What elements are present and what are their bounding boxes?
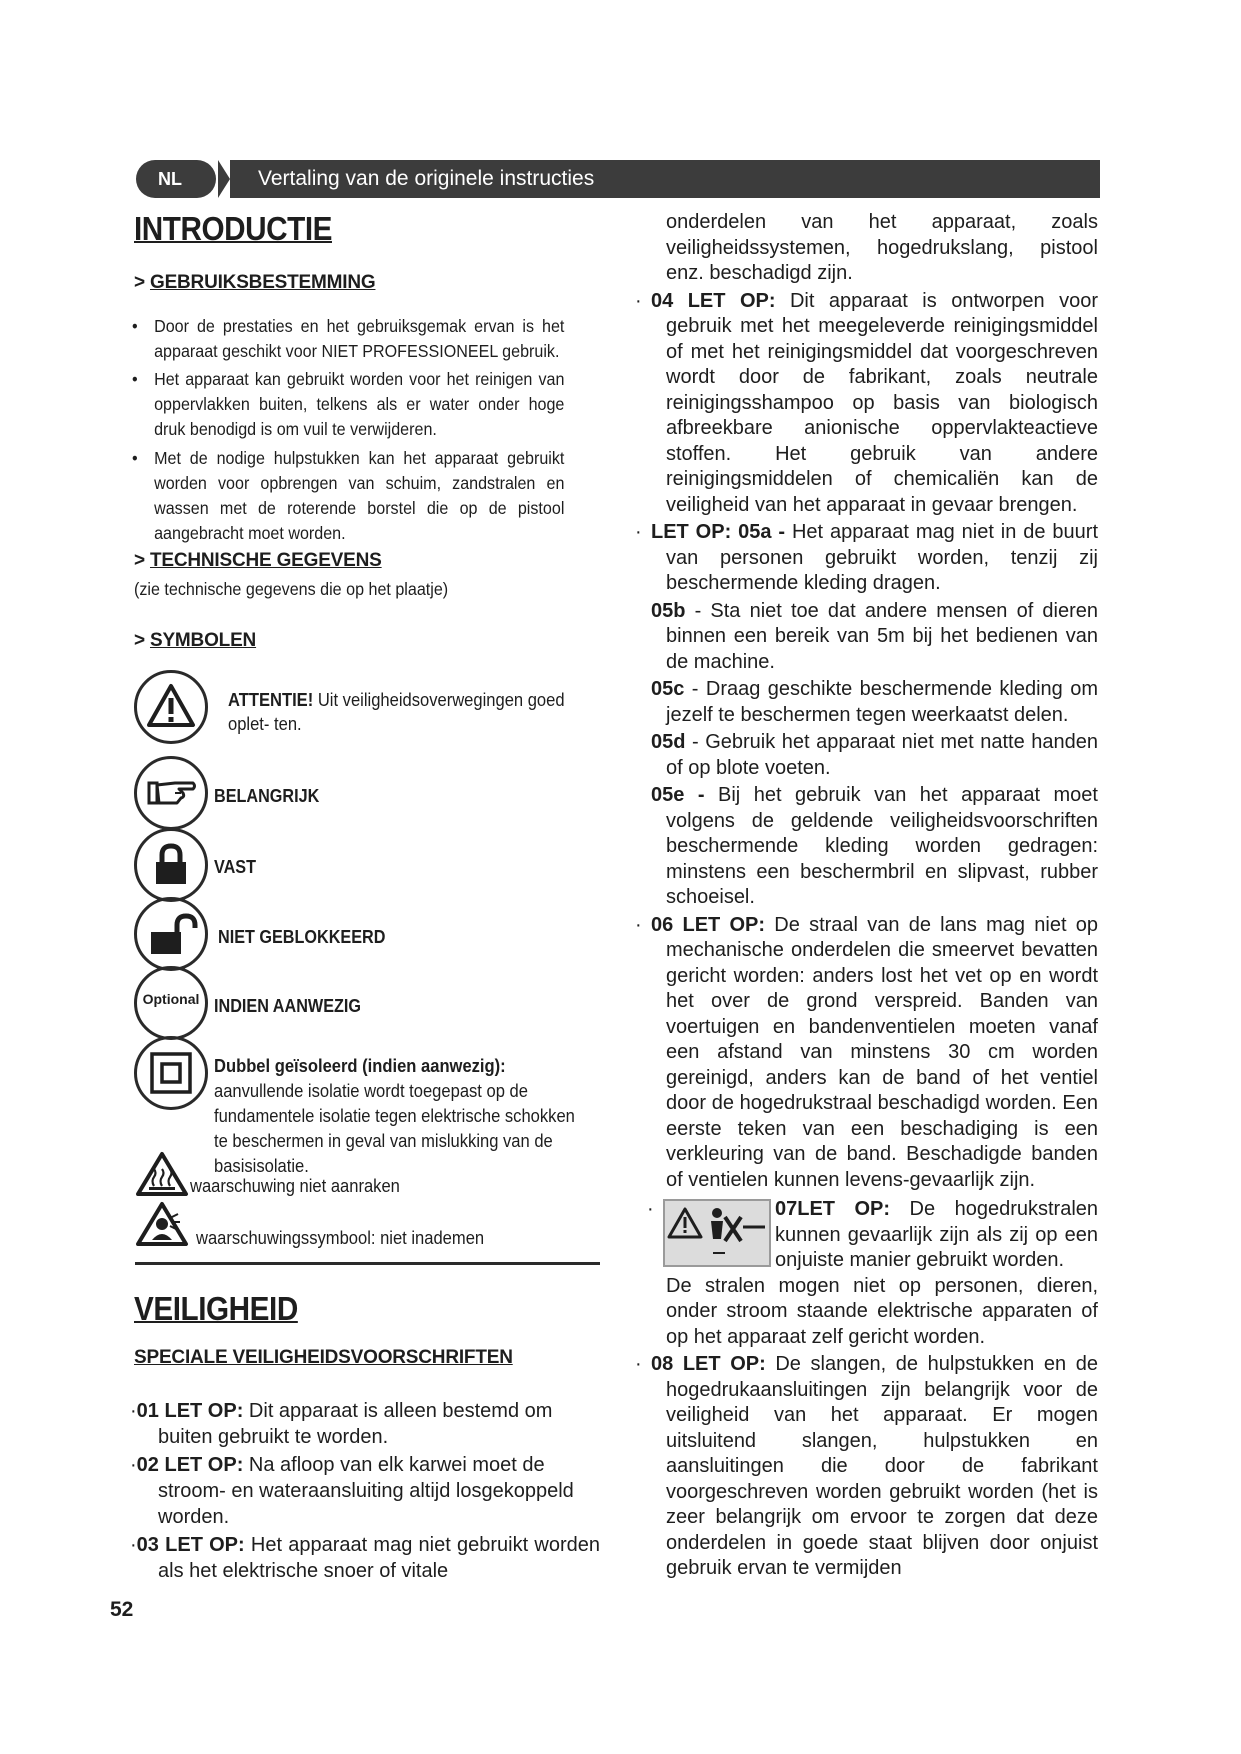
safety-item-05e <box>651 783 1098 911</box>
safety-item-03: ·03 LET OP: Het apparaat mag niet gebruikt worden als het elektrische snoer of vitale <box>130 1534 600 1582</box>
safety-item-04: · 04 LET OP: Dit apparaat is ontworpen voor gebruik met het meegeleverde reinigingsmiddel of met het reinigingsmiddel dat voorgeschreven wordt door de fabrikant, zoals neutrale reinigingsshampoo op basis van biologisch afbreekbare anionische oppervlakteactieve stoffen. Het gebruik van andere reinigingsmiddelen of chemicaliën kan de veiligheid van het apparaat in gevaar brengen. <box>635 289 1098 516</box>
item-label: 07LET OP: <box>775 1198 891 1220</box>
gebruik-heading-text: GEBRUIKSBESTEMMING <box>149 272 376 293</box>
vast-label: VAST <box>214 857 257 877</box>
item-label: 01 LET OP: <box>136 1400 244 1422</box>
item-text: Bij het gebruik van het apparaat moet volgens de geldende veiligheidsvoorschriften beschermende kleding worden gedragen: minstens een beschermbril en slipvast, rubber schoeisel. <box>666 784 1098 908</box>
item-text: - Gebruik het apparaat niet met natte handen of op blote voeten. <box>666 731 1098 779</box>
item-label: 03 LET OP: <box>136 1534 245 1556</box>
dubbel-text <box>214 1054 582 1179</box>
attentie-desc: Uit veiligheidsoverwegingen goed oplet- ten. <box>228 690 565 734</box>
header-bar <box>230 160 1100 198</box>
item-text: De straal van de lans mag niet op mechanische onderdelen die smeervet bevatten gericht worden: anders lost het vet op en wordt het over de grond verspreid. Banden van voertuigen en bandenventielen moeten vanaf een afstand van minstens 30 cm worden gereinigd, anders kan de band of het ventiel door de hogedrukstraal beschadigd worden. Een eerste teken van een beschadiging is een verkleuring van de band. Beschadigde banden of ventielen kunnen levens-gevaarlijk zijn. <box>666 913 1098 1191</box>
item-label: 05e - <box>651 784 705 806</box>
safety-item-08: · 08 LET OP: De slangen, de hulpstukken en de hogedrukaansluitingen zijn belangrijk voor de veiligheid van het apparaat. Er mogen uitsluitend slangen, hulpstukken en aansluitingen die door de fabrikant voorgeschreven worden gebruikt worden (het is zeer belangrijk om ervoor te zorgen dat deze onderdelen in goede staat blijven door onjuist gebruik ervan te vermijden <box>635 1353 1098 1579</box>
bullet-text: Met de nodige hulpstukken kan het apparaat gebruikt worden voor opbrengen van schuim, zandstralen en wassen met de roterende borstel die op de pistool aangebracht moet worden. <box>154 448 565 543</box>
veiligheid-subtitle: SPECIALE VEILIGHEIDSVOORSCHRIFTEN <box>134 1347 513 1368</box>
important-symbol <box>134 756 208 830</box>
item-text: - Draag geschikte beschermende kleding om jezelf te beschermen tegen weerkaatst delen. <box>666 678 1098 726</box>
item-label: 06 LET OP: <box>651 913 766 936</box>
item-text: De hogedrukstralen kunnen gevaarlijk zijn als zij op een onjuiste manier gebruikt worden. <box>775 1198 1099 1271</box>
techniek-heading-text: TECHNISCHE GEGEVENS <box>149 550 382 571</box>
bullet-text: Het apparaat kan gebruikt worden voor het reinigen van oppervlakken buiten, telkens als er water onder hoge druk benodigd is om vuil te verwijderen. <box>154 369 565 439</box>
bullet-text: Door de prestaties en het gebruiksgemak ervan is het apparaat geschikt voor NIET PROFESSIONEEL gebruik. <box>154 316 565 361</box>
safety-item-02: ·02 LET OP: Na afloop van elk karwei moet de stroom- en wateraansluiting altijd losgekoppeld worden. <box>130 1454 574 1528</box>
item-text: De slangen, de hulpstukken en de hogedrukaansluitingen zijn belangrijk voor de veiligheid van het apparaat. Er mogen uitsluitend slangen, hulpstukken en aansluitingen die door de fabrikant voorgeschreven worden gebruikt worden (het is zeer belangrijk om ervoor te zorgen dat deze onderdelen in goede staat blijven door onjuist gebruik ervan te vermijden <box>666 1353 1098 1579</box>
hot-surface-icon <box>134 1150 190 1198</box>
belangrijk-label: BELANGRIJK <box>214 786 320 806</box>
item-label: LET OP: 05a - <box>651 521 786 543</box>
item-label: 05d <box>651 731 686 753</box>
lock-open-icon <box>137 900 205 968</box>
safety-item-01: ·01 LET OP: Dit apparaat is alleen bestemd om buiten gebruikt te worden. <box>130 1400 553 1448</box>
symbolen-heading: > SYMBOLEN <box>134 630 257 651</box>
unlocked-symbol <box>134 897 208 971</box>
symbolen-heading-text: SYMBOLEN <box>149 630 257 651</box>
double-insulated-symbol <box>134 1036 208 1110</box>
techniek-note: (zie technische gegevens die op het plaatje) <box>134 579 449 599</box>
jet-hazard-icon <box>665 1201 769 1265</box>
item-text: Dit apparaat is ontworpen voor gebruik met het meegeleverde reinigingsmiddel of met het reinigingsmiddel dat voorgeschreven wordt door de fabrikant, zoals neutrale reinigingsshampoo op basis van biologisch afbreekbare anionische oppervlakteactieve stoffen. Het gebruik van andere reinigingsmiddelen of chemicaliën kan de veiligheid van het apparaat in gevaar brengen. <box>666 289 1098 516</box>
safety-item-05b <box>651 599 1098 676</box>
safety-item-06: · 06 LET OP: De straal van de lans mag niet op mechanische onderdelen die smeervet bevatten gericht worden: anders lost het vet op en wordt het over de grond verspreid. Banden van voertuigen en bandenventielen moeten vanaf een afstand van minstens 30 cm worden gereinigd, anders kan de band of het ventiel door de hogedrukstraal beschadigd worden. Een eerste teken van een beschadiging is een verkleuring van de band. Beschadigde banden of ventielen kunnen levens-gevaarlijk zijn. <box>635 913 1098 1191</box>
item-label: 08 LET OP: <box>651 1353 766 1375</box>
header-title: Vertaling van de originele instructies <box>258 167 595 190</box>
item-text: Dit apparaat is alleen bestemd om buiten gebruikt te worden. <box>158 1400 553 1448</box>
warning-triangle-icon <box>137 673 205 741</box>
safety-item-05a: · LET OP: 05a - Het apparaat mag niet in de buurt van personen gebruikt worden, tenzij zij beschermende kleding dragen. <box>635 521 1098 594</box>
item-text: - Sta niet toe dat andere mensen of dieren binnen een bereik van 5m bij het bedienen van de machine. <box>666 599 1098 673</box>
lock-closed-icon <box>137 831 205 899</box>
jet-warning-pictogram <box>663 1199 771 1267</box>
language-badge: NL <box>136 160 216 198</box>
locked-symbol <box>134 828 208 902</box>
gebruik-heading: > GEBRUIKSBESTEMMING <box>134 272 376 293</box>
double-square-icon <box>137 1039 205 1107</box>
techniek-heading: > TECHNISCHE GEGEVENS <box>134 550 382 571</box>
item-label: 04 LET OP: <box>651 289 776 312</box>
niet-geblokkeerd-label: NIET GEBLOKKEERD <box>218 927 386 947</box>
item-text: Het apparaat mag niet in de buurt van personen gebruikt worden, tenzij zij beschermende kleding dragen. <box>666 521 1098 594</box>
safety-item-07: · 07LET OP: De hogedrukstralen kunnen gevaarlijk zijn als zij op een onjuiste manier gebruikt worden. <box>647 1198 1099 1271</box>
attentie-text <box>228 688 578 736</box>
continuation-text: onderdelen van het apparaat, zoals veiligheidssystemen, hogedrukslang, pistool enz. beschadigd zijn. <box>666 211 1098 284</box>
right-column <box>635 210 1099 1582</box>
dubbel-bold: Dubbel geïsoleerd (indien aanwezig): <box>214 1056 506 1076</box>
intro-title: INTRODUCTIE <box>134 210 332 247</box>
section-divider <box>135 1262 600 1265</box>
page-number: 52 <box>110 1598 134 1621</box>
inhale-label: waarschuwingssymbool: niet inademen <box>196 1228 485 1248</box>
attentie-bold: ATTENTIE! <box>228 690 314 710</box>
gebruik-bullet-1: • Door de prestaties en het gebruiksgemak ervan is het apparaat geschikt voor NIET PROFESSIONEEL gebruik. <box>132 314 564 364</box>
item-label: 05c <box>651 678 685 700</box>
optional-badge: Optional <box>142 991 200 1007</box>
dubbel-desc: aanvullende isolatie wordt toegepast op de fundamentele isolatie tegen elektrische schokken te beschermen in geval van mislukking van de basisisolatie. <box>214 1081 575 1176</box>
optional-symbol <box>134 966 208 1040</box>
hot-label: waarschuwing niet aanraken <box>190 1176 400 1196</box>
item-text: Het apparaat mag niet gebruikt worden als het elektrische snoer of vitale <box>158 1534 600 1582</box>
header-notch <box>218 160 230 198</box>
pointing-hand-icon <box>137 759 205 827</box>
veiligheid-title: VEILIGHEID <box>134 1290 298 1327</box>
inhale-warning-icon <box>134 1200 190 1248</box>
item-label: 02 LET OP: <box>136 1454 244 1476</box>
item-text: Na afloop van elk karwei moet de stroom- en wateraansluiting altijd losgekoppeld worden. <box>158 1454 574 1528</box>
item-label: 05b <box>651 599 686 622</box>
gebruik-bullet-2: • Het apparaat kan gebruikt worden voor het reinigen van oppervlakken buiten, telkens als er water onder hoge druk benodigd is om vuil te verwijderen. <box>132 367 564 442</box>
indien-label: INDIEN AANWEZIG <box>214 996 361 1016</box>
attention-symbol <box>134 670 208 744</box>
item-07-continuation: De stralen mogen niet op personen, dieren, onder stroom staande elektrische apparaten of op het apparaat zelf gericht worden. <box>666 1274 1098 1348</box>
gebruik-bullet-3: • Met de nodige hulpstukken kan het apparaat gebruikt worden voor opbrengen van schuim, zandstralen en wassen met de roterende borstel die op de pistool aangebracht moet worden. <box>132 446 564 546</box>
safety-item-05d <box>651 730 1098 781</box>
safety-item-05c <box>651 677 1098 728</box>
